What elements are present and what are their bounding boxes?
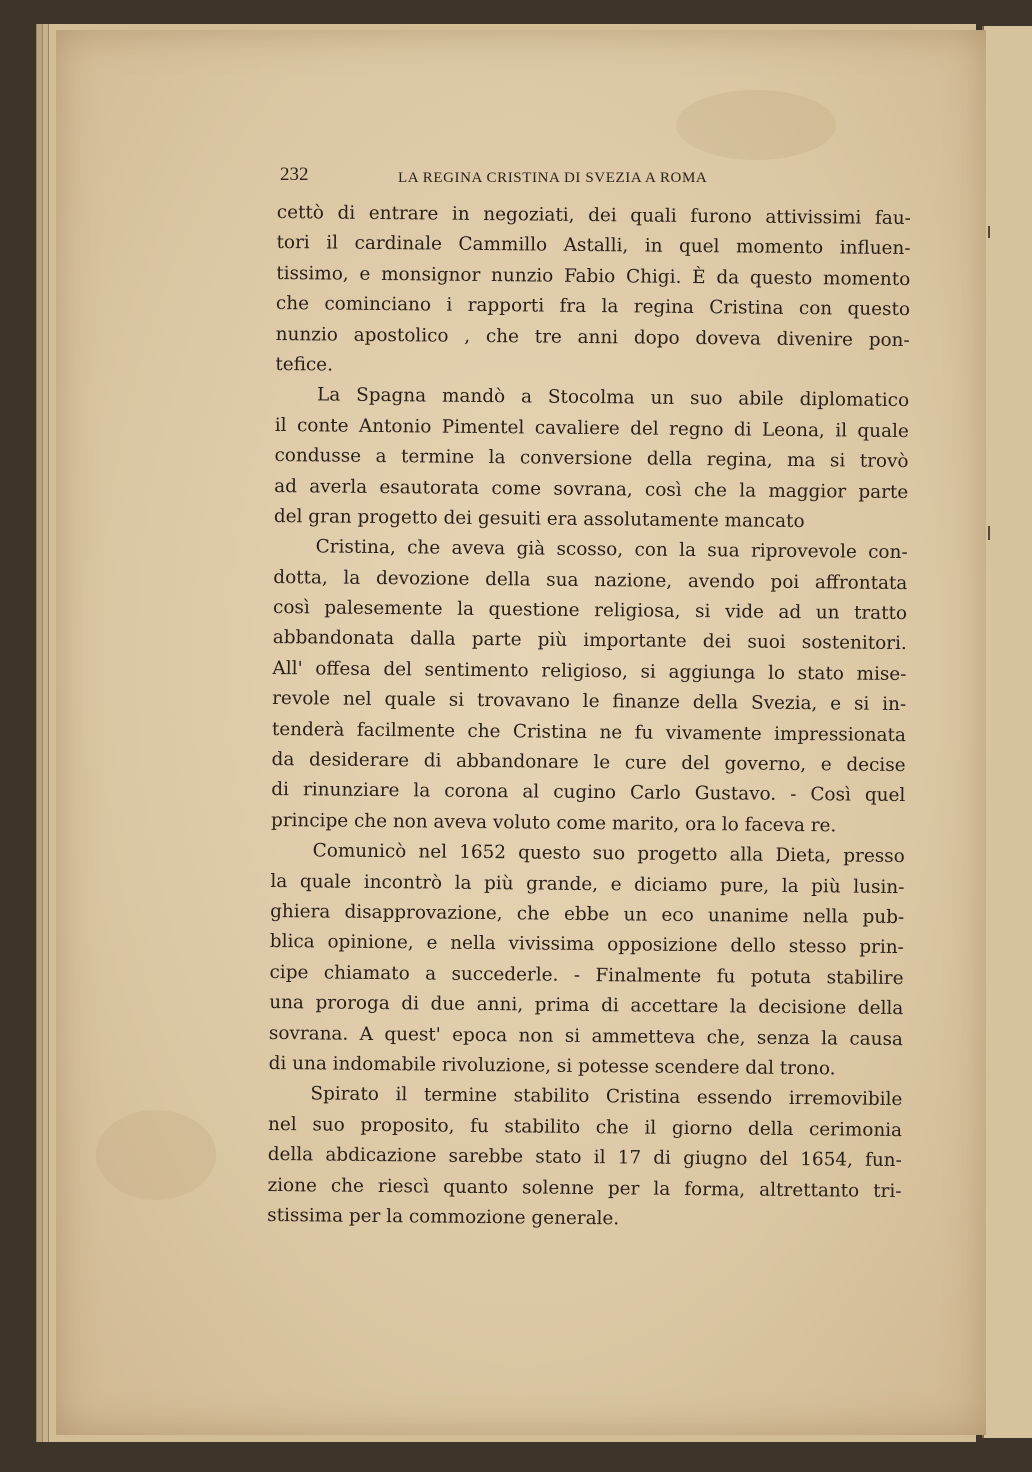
paragraph: [271, 532, 908, 842]
ink-mark: [988, 526, 990, 540]
text-line: tori il cardinale Cammillo Astalli, in quel momento influen-: [276, 232, 911, 260]
text-line: All' offesa del sentimento religioso, si aggiunga lo stato mise-: [272, 657, 907, 685]
text-line: tenderà facilmente che Cristina ne fu vivamente impressionata: [271, 718, 906, 746]
text-line: tefice.: [275, 353, 334, 376]
text-line: condusse a termine la conversione della regina, ma si trovò: [274, 445, 909, 473]
text-line: di rinunziare la corona al cugino Carlo Gustavo. - Così quel: [271, 779, 906, 807]
text-line: Comunicò nel 1652 questo suo progetto alla Dieta, presso: [312, 840, 905, 868]
facing-page-edge: [982, 26, 1032, 1438]
paper-stain: [676, 90, 836, 160]
paragraph: [274, 380, 909, 538]
text-line: principe che non aveva voluto come marito, ora lo faceva re.: [270, 809, 837, 837]
text-line: la quale incontrò la più grande, e diciamo pure, la più lusin-: [270, 870, 905, 898]
text-line: zione che riescì quanto solenne per la forma, altrettanto tri-: [267, 1174, 902, 1202]
paragraph: [269, 836, 905, 1085]
text-line: ghiera disapprovazione, che ebbe un eco unanime nella pub-: [270, 900, 905, 929]
text-line: nunzio apostolico , che tre anni dopo doveva divenire pon-: [275, 323, 910, 351]
text-line: Cristina, che aveva già scosso, con la sua riprovevole con-: [315, 536, 908, 564]
running-title: LA REGINA CRISTINA DI SVEZIA A ROMA: [398, 170, 708, 186]
text-line: blica opinione, e nella vivissima opposizione dello stesso prin-: [269, 931, 904, 959]
text-line: una proroga di due anni, prima di accettare la decisione della: [269, 992, 904, 1020]
text-line: Spirato il termine stabilito Cristina essendo irremovibile: [310, 1083, 903, 1111]
book-page: [56, 30, 986, 1435]
paragraph: [267, 1079, 902, 1237]
text-line: così palesemente la questione religiosa, si vide ad un tratto: [272, 597, 908, 625]
text-line: sovrana. A quest' epoca non si ammetteva che, senza la causa: [268, 1022, 904, 1050]
text-line: ad averla esautorata come sovrana, così che la maggior parte: [274, 475, 909, 503]
text-line: nel suo proposito, fu stabilito che il giorno della cerimonia: [268, 1113, 903, 1141]
text-line: della abdicazione sarebbe stato il 17 di giugno del 1654, fun-: [267, 1144, 902, 1172]
text-line: il conte Antonio Pimentel cavaliere del regno di Leona, il quale: [274, 414, 909, 442]
ink-mark: [988, 226, 990, 238]
page-number: 232: [280, 164, 309, 185]
text-line: abbandonata dalla parte più importante dei suoi sostenitori.: [272, 627, 907, 655]
text-line: tissimo, e monsignor nunzio Fabio Chigi. È da questo momento: [276, 262, 911, 290]
text-line: cipe chiamato a succederle. - Finalmente fu potuta stabilire: [269, 961, 904, 989]
body-text: [267, 198, 911, 1237]
text-line: La Spagna mandò a Stocolma un suo abile diplomatico: [317, 384, 910, 412]
text-line: di una indomabile rivoluzione, si potesse scendere dal trono.: [268, 1052, 836, 1080]
text-line: del gran progetto dei gesuiti era assolutamente mancato: [273, 505, 805, 532]
page-header: [280, 164, 820, 194]
paper-stain: [96, 1110, 216, 1200]
paragraph: [275, 198, 911, 386]
text-line: revole nel quale si trovavano le finanze della Svezia, e si in-: [272, 688, 907, 716]
text-line: da desiderare di abbandonare le cure del governo, e decise: [271, 749, 906, 777]
text-line: che cominciano i rapporti fra la regina Cristina con questo: [275, 293, 911, 321]
text-line: stissima per la commozione generale.: [267, 1204, 620, 1230]
text-line: cettò di entrare in negoziati, dei quali furono attivissimi fau-: [276, 201, 911, 230]
text-line: dotta, la devozione della sua nazione, avendo poi affrontata: [273, 566, 908, 594]
